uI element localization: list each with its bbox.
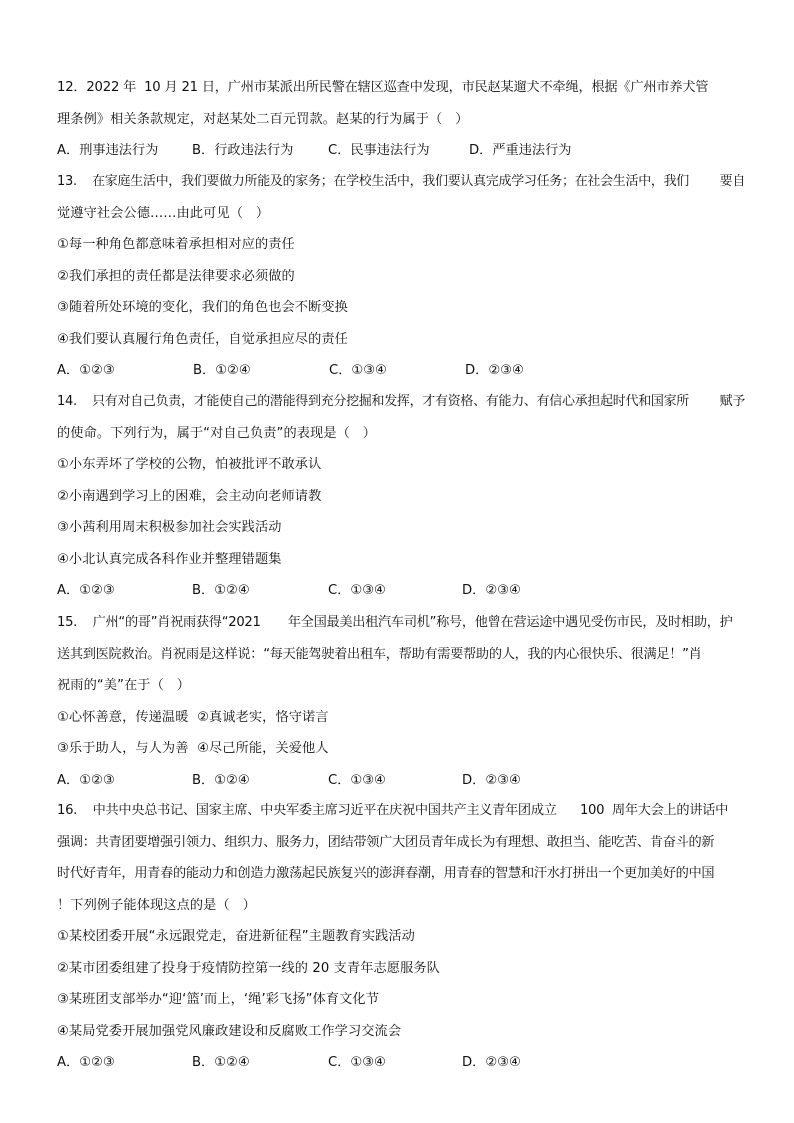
- question-16-option-a: A．①②③: [57, 1055, 115, 1070]
- question-14-choice-3: ③小茜利用周末积极参加社会实践活动: [57, 520, 282, 535]
- question-14-choice-2: ②小南遇到学习上的困难，会主动向老师请教: [57, 488, 322, 504]
- question-15-option-a: A．①②③: [57, 772, 115, 788]
- question-16-line-1: 16. 中共中央总书记、国家主席、中央军委主席习近平在庆祝中国共产主义青年团成立 100 周年大会上的讲话中: [57, 803, 728, 818]
- question-16: [57, 795, 747, 1079]
- question-16-option-d: D．②③④: [462, 1055, 521, 1070]
- question-16-options: [57, 1047, 747, 1079]
- question-12-line-2: 理条例》相关条款规定，对赵某处二百元罚款。赵某的行为属于（ ）: [57, 111, 469, 127]
- question-14-option-b: B．①②④: [192, 583, 250, 598]
- question-16-line-2: 强调：共青团要增强引领力、组织力、服务力，团结带领广大团员青年成长为有理想、敢担当、能吃苦、肯奋斗的新: [57, 834, 715, 850]
- question-14-option-c: C．①③④: [328, 583, 386, 598]
- question-13-choice-4: ④我们要认真履行角色责任，自觉承担应尽的责任: [57, 331, 348, 347]
- question-16-choice-4: ④某局党委开展加强党风廉政建设和反腐败工作学习交流会: [57, 1023, 402, 1039]
- question-15-line-2: 送其到医院救治。肖祝雨是这样说：“每天能驾驶着出租车，帮助有需要帮助的人，我的内心很快乐、很满足！”肖: [57, 646, 702, 662]
- question-12: [57, 72, 747, 167]
- question-13-line-1: 13. 在家庭生活中，我们要做力所能及的家务；在学校生活中，我们要认真完成学习任务；在社会生活中，我们 要自: [57, 174, 746, 189]
- question-14-choice-4: ④小北认真完成各科作业并整理错题集: [57, 551, 282, 567]
- question-13-option-a: A．①②③: [57, 363, 115, 378]
- question-13-line-2: 觉遵守社会公德……由此可见（ ）: [57, 205, 270, 221]
- question-12-option-b: B．行政违法行为: [192, 143, 294, 158]
- question-15: [57, 607, 747, 796]
- question-15-choice-row-1: ①心怀善意，传递温暖 ②真诚老实，恪守诺言: [57, 709, 329, 725]
- question-16-line-4: ！下列例子能体现这点的是（ ）: [57, 897, 256, 913]
- question-13-option-c: C．①③④: [329, 363, 387, 378]
- question-16-choice-2: ②某市团委组建了投身于疫情防控第一线的 20 支青年志愿服务队: [57, 960, 440, 976]
- question-13-choice-1: ①每一种角色都意味着承担相对应的责任: [57, 237, 295, 252]
- question-15-options: [57, 765, 747, 797]
- question-13-choice-3: ③随着所处环境的变化，我们的角色也会不断变换: [57, 300, 348, 315]
- question-16-option-b: B．①②④: [192, 1055, 250, 1070]
- question-14: [57, 386, 747, 607]
- question-13-options: [57, 355, 747, 387]
- question-15-option-c: C．①③④: [328, 772, 386, 788]
- question-15-choice-row-2: ③乐于助人，与人为善 ④尽己所能，关爱他人: [57, 741, 329, 756]
- question-12-option-c: C．民事违法行为: [328, 143, 430, 158]
- question-15-option-d: D．②③④: [462, 772, 521, 788]
- question-12-option-d: D．严重违法行为: [469, 143, 572, 158]
- question-13-choice-2: ②我们承担的责任都是法律要求必须做的: [57, 268, 295, 284]
- question-16-choice-1: ①某校团委开展“永远跟党走，奋进新征程”主题教育实践活动: [57, 929, 415, 944]
- question-14-choice-1: ①小东弄坏了学校的公物，怕被批评不敢承认: [57, 457, 322, 472]
- question-13-option-b: B．①②④: [193, 363, 251, 378]
- question-12-option-a: A．刑事违法行为: [57, 143, 159, 158]
- question-14-option-d: D．②③④: [462, 583, 521, 598]
- question-12-line-1: 12．2022 年 10 月 21 日，广州市某派出所民警在辖区巡查中发现，市民赵某遛犬不牵绳，根据《广州市养犬管: [57, 80, 709, 95]
- question-15-line-3: 祝雨的“美”在于（ ）: [57, 678, 191, 693]
- question-16-option-c: C．①③④: [328, 1055, 386, 1070]
- question-14-line-1: 14. 只有对自己负责，才能使自己的潜能得到充分挖掘和发挥，才有资格、有能力、有信心承担起时代和国家所 赋予: [57, 394, 746, 409]
- question-14-option-a: A．①②③: [57, 583, 115, 598]
- question-15-option-b: B．①②④: [192, 772, 250, 788]
- question-16-choice-3: ③某班团支部举办“迎‘篮’而上，‘绳’彩飞扬”体育文化节: [57, 992, 379, 1007]
- question-15-line-1: 15. 广州“的哥”肖祝雨获得“2021 年全国最美出租汽车司机”称号，他曾在营运途中遇见受伤市民，及时相助，护: [57, 615, 733, 630]
- question-14-options: [57, 575, 747, 607]
- question-16-line-3: 时代好青年，用青春的能动力和创造力激荡起民族复兴的澎湃春潮，用青春的智慧和汗水打拼出一个更加美好的中国: [57, 866, 715, 881]
- question-13-option-d: D．②③④: [465, 363, 524, 378]
- question-14-line-2: 的使命。下列行为，属于“对自己负责”的表现是（ ）: [57, 425, 377, 441]
- question-12-options: [57, 135, 747, 167]
- question-13: [57, 166, 747, 387]
